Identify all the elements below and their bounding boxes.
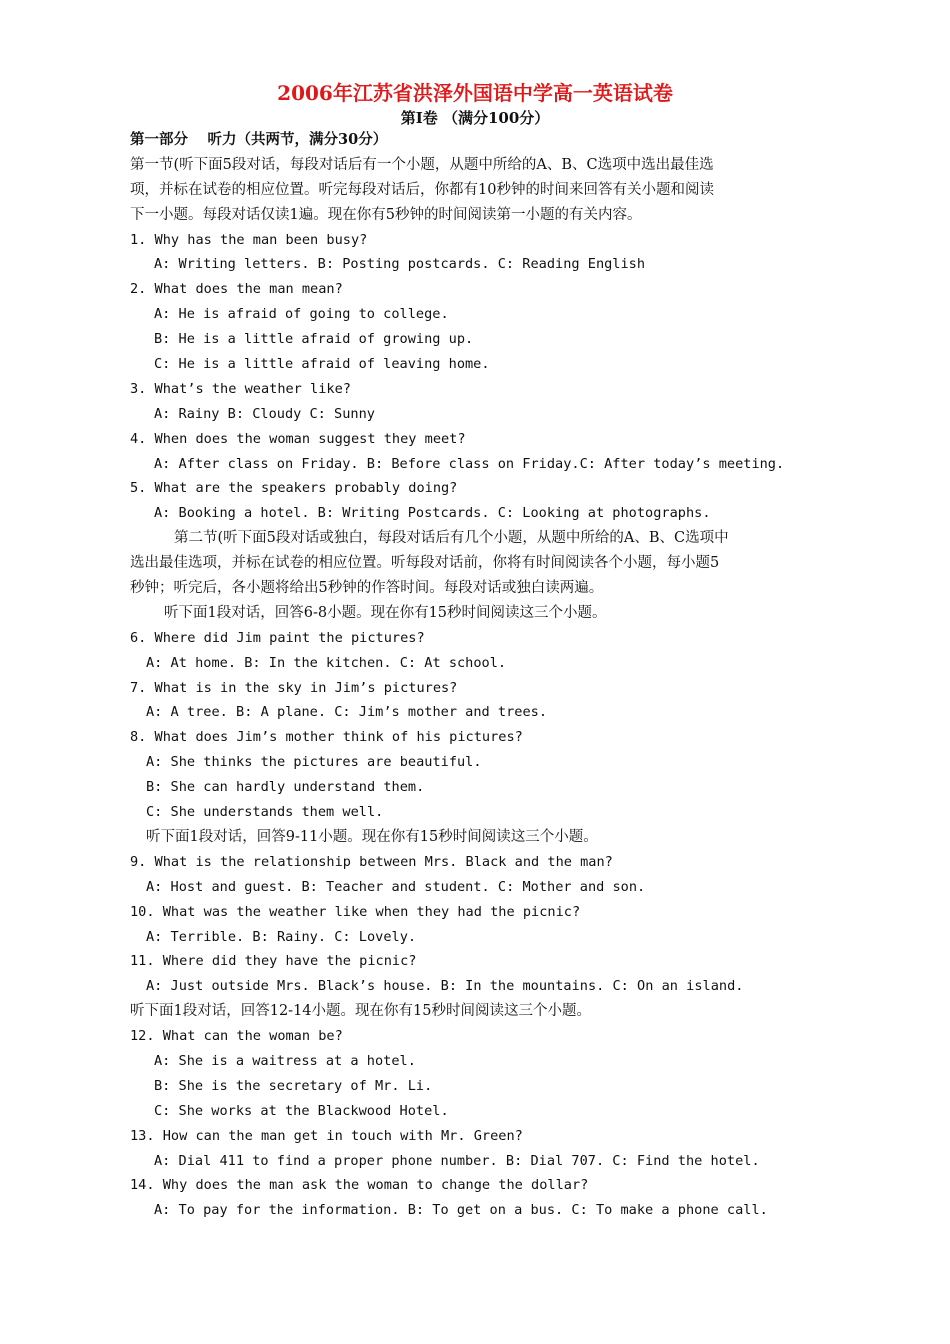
question-10: 10. What was the weather like when they had the picnic? — [130, 903, 581, 920]
question-5-options: A: Booking a hotel. B: Writing Postcards. C: Looking at photographs. — [154, 505, 711, 522]
volume-heading: 第Ⅰ卷 （满分100分） — [400, 109, 550, 127]
question-12-option-c: C: She works at the Blackwood Hotel. — [154, 1102, 449, 1119]
question-14-options: A: To pay for the information. B: To get on a bus. C: To make a phone call. — [154, 1202, 768, 1219]
exam-title: 2006年江苏省洪泽外国语中学高一英语试卷 — [277, 81, 673, 105]
question-2-option-b: B: He is a little afraid of growing up. — [154, 331, 474, 348]
question-7-options: A: A tree. B: A plane. C: Jim’s mother and trees. — [146, 704, 548, 721]
question-1-options: A: Writing letters. B: Posting postcards. C: Reading English — [154, 256, 646, 273]
question-2-option-c: C: He is a little afraid of leaving home. — [154, 356, 490, 373]
question-3: 3. What’s the weather like? — [130, 380, 351, 397]
instruction-q9-11: 听下面1段对话，回答9-11小题。现在你有15秒时间阅读这三个小题。 — [146, 828, 598, 845]
question-11-options: A: Just outside Mrs. Black’s house. B: In the mountains. C: On an island. — [146, 978, 744, 995]
section1-instruction-line2: 项，并标在试卷的相应位置。听完每段对话后，你都有10秒钟的时间来回答有关小题和阅读 — [130, 181, 714, 198]
question-12: 12. What can the woman be? — [130, 1028, 343, 1045]
question-4: 4. When does the woman suggest they meet? — [130, 430, 466, 447]
question-8: 8. What does Jim’s mother think of his pictures? — [130, 729, 523, 746]
question-10-options: A: Terrible. B: Rainy. C: Lovely. — [146, 928, 417, 945]
question-13: 13. How can the man get in touch with Mr. Green? — [130, 1127, 523, 1144]
section2-instruction-line2: 选出最佳选项，并标在试卷的相应位置。听每段对话前，你将有时间阅读各个小题，每小题5 — [130, 555, 720, 572]
question-8-option-b: B: She can hardly understand them. — [146, 779, 425, 796]
section1-instruction-line1: 第一节(听下面5段对话，每段对话后有一个小题，从题中所给的A、B、C选项中选出最佳选 — [130, 156, 714, 173]
question-9: 9. What is the relationship between Mrs. Black and the man? — [130, 853, 613, 870]
question-11: 11. Where did they have the picnic? — [130, 953, 417, 970]
question-6: 6. Where did Jim paint the pictures? — [130, 629, 425, 646]
question-8-option-a: A: She thinks the pictures are beautiful. — [146, 754, 482, 771]
section2-instruction-line3: 秒钟；听完后，各小题将给出5秒钟的作答时间。每段对话或独白读两遍。 — [130, 580, 604, 597]
exam-page — [130, 78, 820, 1223]
question-9-options: A: Host and guest. B: Teacher and student. C: Mother and son. — [146, 878, 646, 895]
question-6-options: A: At home. B: In the kitchen. C: At school. — [146, 654, 507, 671]
section1-instruction-line3: 下一小题。每段对话仅读1遍。现在你有5秒钟的时间阅读第一小题的有关内容。 — [130, 206, 642, 223]
section2-instruction-line1: 第二节(听下面5段对话或独白，每段对话后有几个小题，从题中所给的A、B、C选项中 — [174, 530, 729, 547]
question-5: 5. What are the speakers probably doing? — [130, 480, 458, 497]
instruction-q12-14: 听下面1段对话，回答12-14小题。现在你有15秒时间阅读这三个小题。 — [130, 1003, 591, 1020]
question-3-options: A: Rainy B: Cloudy C: Sunny — [154, 405, 375, 422]
question-8-option-c: C: She understands them well. — [146, 804, 384, 821]
part1-heading: 第一部分 听力（共两节，满分30分） — [130, 131, 388, 148]
question-2-option-a: A: He is afraid of going to college. — [154, 306, 449, 323]
question-13-options: A: Dial 411 to find a proper phone number. B: Dial 707. C: Find the hotel. — [154, 1152, 760, 1169]
question-14: 14. Why does the man ask the woman to change the dollar? — [130, 1177, 589, 1194]
question-1: 1. Why has the man been busy? — [130, 231, 368, 248]
question-12-option-a: A: She is a waitress at a hotel. — [154, 1052, 416, 1069]
question-4-options: A: After class on Friday. B: Before class on Friday.C: After today’s meeting. — [154, 455, 785, 472]
question-2: 2. What does the man mean? — [130, 281, 343, 298]
instruction-q6-8: 听下面1段对话，回答6-8小题。现在你有15秒时间阅读这三个小题。 — [164, 604, 607, 621]
question-7: 7. What is in the sky in Jim’s pictures? — [130, 679, 458, 696]
question-12-option-b: B: She is the secretary of Mr. Li. — [154, 1077, 433, 1094]
